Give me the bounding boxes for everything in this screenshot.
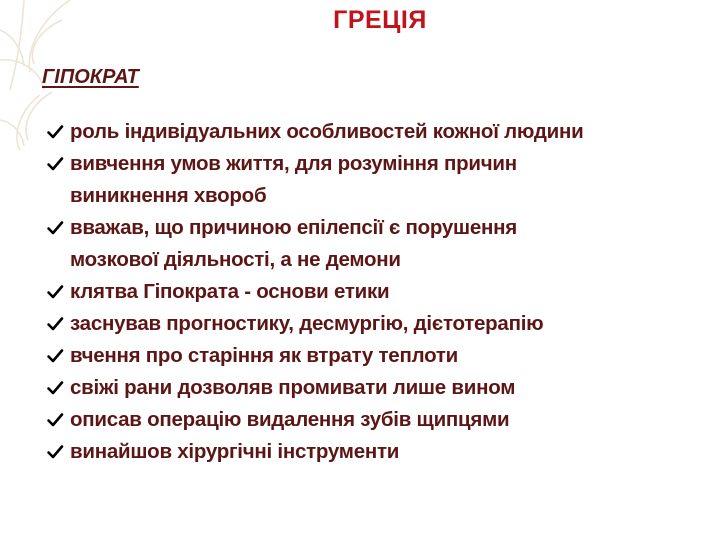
bullet-text: клятва Гіпократа - основи етики <box>70 280 390 303</box>
bullet-text: мозкової діяльності, а не демони <box>70 248 401 271</box>
bullet-text: описав операцію видалення зубів щипцями <box>70 408 510 431</box>
slide-title: ГРЕЦІЯ <box>333 6 427 34</box>
checkmark-icon <box>46 219 64 237</box>
decor-curve <box>0 30 24 66</box>
bullet-item <box>46 116 716 148</box>
bullet-item-continuation <box>46 180 716 212</box>
bullet-item <box>46 276 716 308</box>
bullet-item <box>46 308 716 340</box>
bullet-text: винайшов хірургічні інструменти <box>70 440 400 463</box>
bullet-text: роль індивідуальних особливостей кожної людини <box>70 120 584 143</box>
slide-subtitle: ГІПОКРАТ <box>42 66 139 88</box>
bullet-list <box>46 116 716 468</box>
bullet-text: свіжі рани дозволяв промивати лише вином <box>70 376 516 399</box>
decor-curve <box>0 120 24 146</box>
bullet-item <box>46 340 716 372</box>
bullet-text: вважав, що причиною епілепсії є порушення <box>70 216 517 239</box>
checkmark-icon <box>46 123 64 141</box>
bullet-text: виникнення хвороб <box>70 184 267 207</box>
bullet-item-continuation <box>46 244 716 276</box>
checkmark-icon <box>46 347 64 365</box>
bullet-item <box>46 372 716 404</box>
bullet-text: вивчення умов життя, для розуміння причин <box>70 152 517 175</box>
decor-curve <box>17 95 40 150</box>
bullet-item <box>46 148 716 180</box>
checkmark-icon <box>46 315 64 333</box>
checkmark-icon <box>46 155 64 173</box>
checkmark-icon <box>46 283 64 301</box>
bullet-text: вчення про старіння як втрату теплоти <box>70 344 458 367</box>
bullet-item <box>46 436 716 468</box>
bullet-item <box>46 404 716 436</box>
bullet-item <box>46 212 716 244</box>
decor-curve <box>0 60 44 90</box>
checkmark-icon <box>46 411 64 429</box>
bullet-text: заснував прогностику, десмургію, дієтотерапію <box>70 312 544 335</box>
checkmark-icon <box>46 379 64 397</box>
checkmark-icon <box>46 443 64 461</box>
